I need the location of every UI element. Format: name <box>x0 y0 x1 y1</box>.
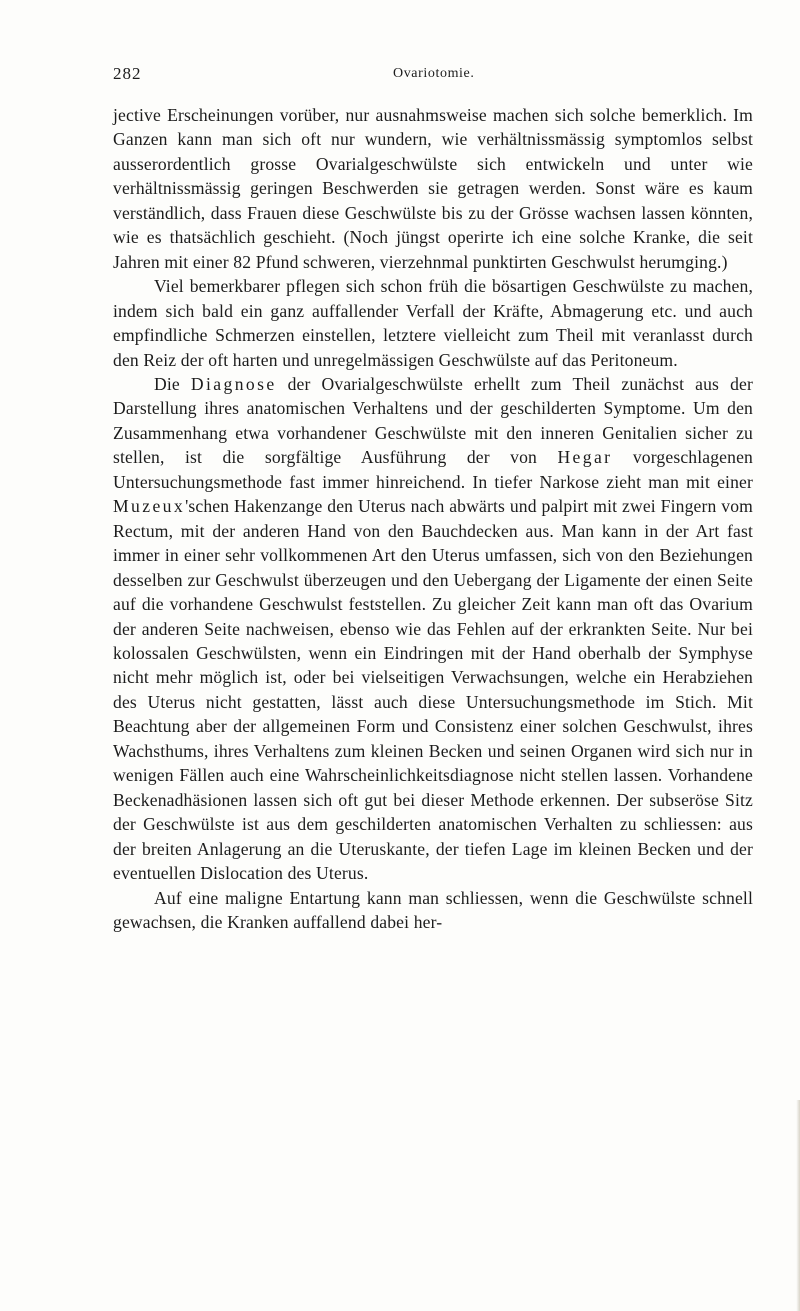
paragraph-3-part-c: vorgeschlagenen Untersuchungsmethode fast immer hinreichend. In tiefer Narkose zieht man mit einer <box>113 447 753 492</box>
paragraph-4: Auf eine maligne Entartung kann man schliessen, wenn die Geschwülste schnell gewachsen, die Kranken auffallend dabei her- <box>113 887 753 932</box>
paragraph-3-part-b: der Ovarialgeschwülste erhellt zum Theil zunächst aus der Darstellung ihres anatomischen Verhaltens und der geschilderten Symptome. Um den Zusammenhang etwa vorhandener Geschwülste mit den inneren Genitalien sicher zu stellen, ist die sorgfältige Ausführung der von <box>113 373 753 468</box>
page-header <box>113 64 753 88</box>
name-hegar: Hegar <box>557 447 613 468</box>
paragraph-3 <box>113 372 753 886</box>
paragraph-2: Viel bemerkbarer pflegen sich schon früh die bösartigen Geschwülste zu machen, indem sich bald ein ganz auffallender Verfall der Kräfte, Abmagerung etc. und auch empfindliche Schmerzen einstellen, letztere vielleicht zum Theil mit veranlasst durch den Reiz der oft harten und unregelmässigen Geschwülste auf das Peritoneum. <box>113 276 753 370</box>
page-number: 282 <box>113 64 142 83</box>
running-title: Ovariotomie. <box>393 66 475 81</box>
page-edge-shadow <box>796 1100 800 1311</box>
body-text <box>113 103 753 934</box>
paragraph-3-part-d: 'schen Hakenzange den Uterus nach abwärts und palpirt mit zwei Fingern vom Rectum, mit der anderen Hand von den Bauchdecken aus. Man kann in der Art fast immer in einer sehr vollkommenen Art den Uterus umfassen, sich von den Beziehungen desselben zur Geschwulst überzeugen und den Uebergang der Ligamente der einen Seite auf die vorhandene Geschwulst feststellen. Zu gleicher Zeit kann man oft das Ovarium der anderen Seite nachweisen, ebenso wie das Fehlen auf der erkrankten Seite. Nur bei kolossalen Geschwülsten, wenn ein Eindringen mit der Hand oberhalb der Symphyse nicht mehr möglich ist, oder bei vielseitigen Verwachsungen, welche ein Herabziehen des Uterus nicht gestatten, lässt auch diese Untersuchungsmethode im Stich. Mit Beachtung aber der allgemeinen Form und Consistenz einer solchen Geschwulst, ihres Wachsthums, ihres Verhaltens zum kleinen Becken und seinen Organen wird sich nur in wenigen Fällen auch eine Wahrscheinlichkeitsdiagnose nicht stellen lassen. Vorhandene Beckenadhäsionen lassen sich oft gut bei dieser Methode erkennen. Der subseröse Sitz der Geschwülste ist aus dem geschilderten anatomischen Verhalten zu schliessen: aus der breiten Anlagerung an die Uteruskante, der tiefen Lage im kleinen Becken und der eventuellen Dislocation des Uterus. <box>113 496 753 884</box>
paragraph-3-part-a: Die <box>154 373 191 394</box>
name-muzeux: Muzeux <box>113 496 186 517</box>
term-diagnose: Diagnose <box>190 373 277 394</box>
paragraph-1: jective Erscheinungen vorüber, nur ausnahmsweise machen sich solche bemerklich. Im Ganzen kann man sich oft nur wundern, wie verhältnissmässig symptomlos selbst ausserordentlich grosse Ovarialgeschwülste sich entwickeln und unter wie verhältnissmässig geringen Beschwerden sie getragen werden. Sonst wäre es kaum verständlich, dass Frauen diese Geschwülste bis zu der Grösse wachsen lassen könnten, wie es thatsächlich geschieht. (Noch jüngst operirte ich eine solche Kranke, die seit Jahren mit einer 82 Pfund schweren, vierzehnmal punktirten Geschwulst herumging.) <box>113 105 753 272</box>
